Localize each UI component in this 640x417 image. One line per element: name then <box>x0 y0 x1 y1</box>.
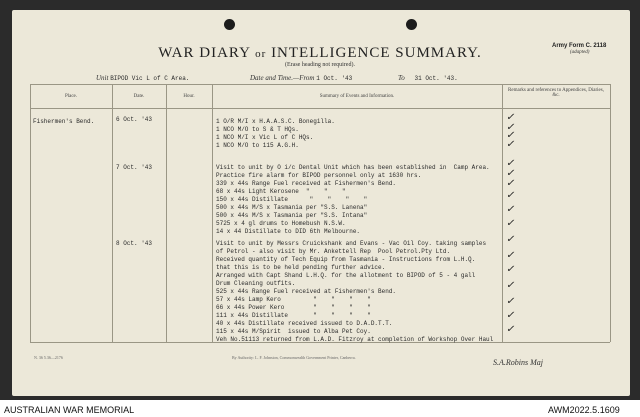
entry-line: 66 x 44s Power Kero " " " " <box>216 304 371 311</box>
entry-line: 14 x 44 Distillate to DID 6th Melbourne. <box>216 228 361 235</box>
check-mark-icon: ✓ <box>506 204 515 215</box>
column-header-hour: Hour. <box>183 94 195 99</box>
page-subtitle: (Erase heading not required). <box>285 62 355 68</box>
check-mark-icon: ✓ <box>506 122 515 133</box>
entry-line: 1 NCO M/O to S & T HQs. <box>216 126 299 133</box>
form-print-code: N. 36 5.36—2176 <box>34 355 63 360</box>
entry-line: 5725 x 4 gl drums to Homebush N.S.W. <box>216 220 346 227</box>
check-mark-icon: ✓ <box>506 324 515 335</box>
check-mark-icon: ✓ <box>506 112 515 123</box>
column-header-place: Place. <box>64 94 78 99</box>
check-mark-icon: ✓ <box>506 130 515 141</box>
entry-place: Fishermen's Bend. <box>33 118 95 125</box>
page-title <box>0 45 640 62</box>
punch-hole <box>406 19 417 30</box>
form-id: Army Form C. 2118 <box>552 43 607 49</box>
check-mark-icon: ✓ <box>506 158 515 169</box>
entry-line: 339 x 44s Range Fuel received at Fishermen's Bend. <box>216 180 397 187</box>
entry-line: 57 x 44s Lamp Kero " " " " <box>216 296 371 303</box>
column-header-date: Date. <box>133 94 145 99</box>
column-rule <box>610 84 611 342</box>
column-rule <box>112 84 113 342</box>
printer-authority: By Authority: L. F. Johnston, Commonwealth Government Printer, Canberra. <box>232 355 356 360</box>
entry-line: Arranged with Capt Shand L.H.Q. for the allotment to BIPOD of 5 - 4 gall <box>216 272 476 279</box>
column-rule <box>30 84 31 342</box>
archive-reference: AWM2022.5.1609 <box>548 405 620 415</box>
unit-field <box>96 74 189 82</box>
title-or: or <box>255 48 267 60</box>
check-mark-icon: ✓ <box>506 168 515 179</box>
check-mark-icon: ✓ <box>506 296 515 307</box>
date-from-label: Date and Time.—From <box>250 74 315 82</box>
check-mark-icon: ✓ <box>506 139 515 150</box>
unit-label: Unit <box>96 74 109 82</box>
date-from-value: 1 Oct. '43 <box>316 75 353 82</box>
table-header-rule <box>30 108 610 109</box>
date-range-field <box>250 74 352 82</box>
punch-hole <box>224 19 235 30</box>
entry-line: 500 x 44s M/S x Tasmania per "S.S. Lanena" <box>216 204 368 211</box>
entry-line: that this is to be held pending further advice. <box>216 264 386 271</box>
entry-line: Visit to unit by Messrs Cruickshank and Evans - Vac Oil Coy. taking samples <box>216 240 487 247</box>
unit-value: BIPOD Vic L of C Area. <box>110 75 190 82</box>
entry-line: 1 O/R M/I x H.A.A.S.C. Bonegilla. <box>216 118 335 125</box>
column-header-remarks: Remarks and references to Appendices, Diaries, &c. <box>508 88 604 98</box>
entry-line: 115 x 44s M/Spirit issued to Alba Pet Coy. <box>216 328 371 335</box>
check-mark-icon: ✓ <box>506 280 515 291</box>
date-to-field <box>398 74 458 82</box>
entry-line: 1 NCO M/O to 115 A.G.H. <box>216 142 299 149</box>
entry-line: 150 x 44s Distillate " " " " <box>216 196 368 203</box>
table-top-rule <box>30 84 610 85</box>
entry-line: 111 x 44s Distillate " " " " <box>216 312 371 319</box>
entry-line: 40 x 44s Distillate received issued to D.A.D.T.T. <box>216 320 393 327</box>
entry-line: Drum Cleaning outfits. <box>216 280 296 287</box>
check-mark-icon: ✓ <box>506 310 515 321</box>
form-id-sub: (adapted) <box>570 50 590 55</box>
entry-line: 1 NCO M/I x Vic L of C HQs. <box>216 134 314 141</box>
column-header-summary: Summary of Events and Information. <box>319 94 395 99</box>
column-rule <box>166 84 167 342</box>
entry-date: 8 Oct. '43 <box>116 240 153 247</box>
title-rest: INTELLIGENCE SUMMARY. <box>271 45 482 61</box>
check-mark-icon: ✓ <box>506 218 515 229</box>
column-rule <box>502 84 503 342</box>
column-rule <box>212 84 213 342</box>
check-mark-icon: ✓ <box>506 264 515 275</box>
archive-caption: AUSTRALIAN WAR MEMORIAL <box>4 405 135 415</box>
date-to-label: To <box>398 74 405 82</box>
title-main: WAR DIARY <box>158 45 251 61</box>
entry-line: Received quantity of Tech Equip from Tasmania - Instructions from L.H.Q. <box>216 256 476 263</box>
signature: S.A.Robins Maj <box>493 358 543 367</box>
check-mark-icon: ✓ <box>506 178 515 189</box>
entry-line: 525 x 44s Range Fuel received at Fishermen's Bend. <box>216 288 397 295</box>
check-mark-icon: ✓ <box>506 250 515 261</box>
check-mark-icon: ✓ <box>506 190 515 201</box>
check-mark-icon: ✓ <box>506 234 515 245</box>
entry-line: Visit to unit by O i/c Dental Unit which has been established in Camp Area. <box>216 164 490 171</box>
entry-date: 6 Oct. '43 <box>116 116 153 123</box>
date-to-value: 31 Oct. '43. <box>414 75 458 82</box>
entry-line: Practice fire alarm for BIPOD personnel only at 1630 hrs. <box>216 172 422 179</box>
entry-line: Veh No.51113 returned from L.A.D. Fitzroy at completion of Workshop Over Haul <box>216 336 494 343</box>
entry-line: 500 x 44s M/S x Tasmania per "S.S. Intana" <box>216 212 368 219</box>
entry-line: 68 x 44s Light Kerosene " " " <box>216 188 346 195</box>
entry-date: 7 Oct. '43 <box>116 164 153 171</box>
entry-line: of Petrol - also visit by Mr. Ankettell Rep Pool Petrol.Pty Ltd. <box>216 248 451 255</box>
